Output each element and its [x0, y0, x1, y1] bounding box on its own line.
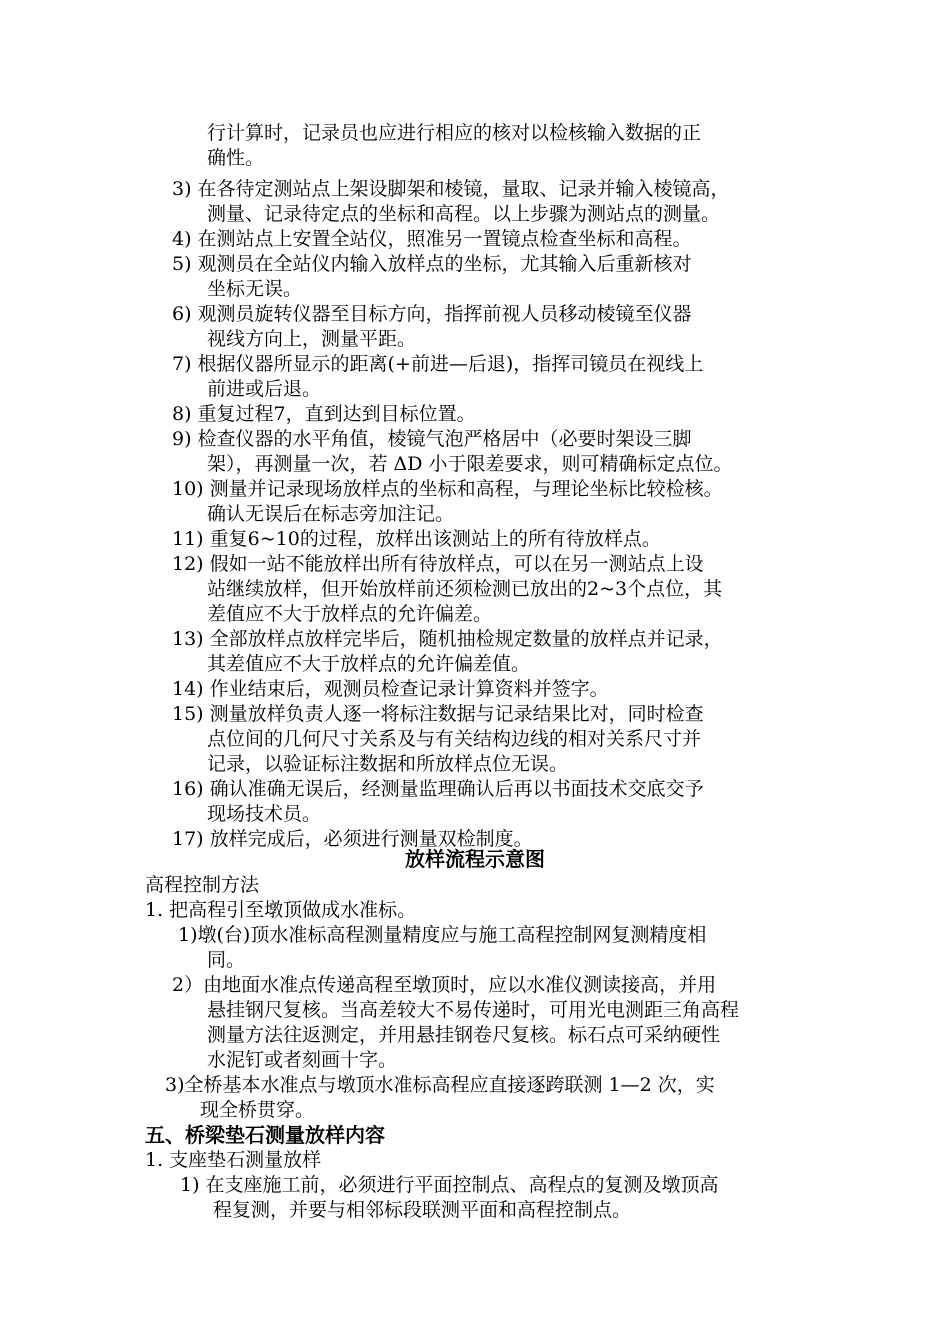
text-line: 5) 观测员在全站仪内输入放样点的坐标，尤其输入后重新核对 [172, 253, 692, 275]
text-line: 9) 检查仪器的水平角值，棱镜气泡严格居中（必要时架设三脚 [172, 428, 692, 450]
text-line: 1) 在支座施工前，必须进行平面控制点、高程点的复测及墩顶高 [180, 1174, 719, 1196]
text-line: 坐标无误。 [207, 278, 303, 300]
text-line: 差值应不大于放样点的允许偏差。 [207, 603, 493, 625]
text-line: 视线方向上，测量平距。 [207, 328, 417, 350]
text-line: 记录，以验证标注数据和所放样点位无误。 [207, 753, 569, 775]
text-line: 12) 假如一站不能放样出所有待放样点，可以在另一测站点上设 [172, 553, 704, 575]
section-caption: 放样流程示意图 [405, 847, 545, 871]
text-line: 点位间的几何尺寸关系及与有关结构边线的相对关系尺寸并 [207, 728, 702, 750]
text-line: 测量、记录待定点的坐标和高程。以上步骤为测站点的测量。 [207, 203, 721, 225]
text-line: 11) 重复6~10的过程，放样出该测站上的所有待放样点。 [172, 528, 661, 550]
text-line: 13) 全部放样点放样完毕后，随机抽检规定数量的放样点并记录， [172, 628, 723, 650]
text-line: 程复测，并要与相邻标段联测平面和高程控制点。 [213, 1199, 632, 1221]
text-line: 其差值应不大于放样点的允许偏差值。 [207, 653, 531, 675]
text-line: 架），再测量一次，若 ΔD 小于限差要求，则可精确标定点位。 [207, 453, 733, 475]
text-line: 水泥钉或者刻画十字。 [207, 1049, 398, 1071]
text-line: 悬挂钢尺复核。当高差较大不易传递时，可用光电测距三角高程 [207, 999, 740, 1021]
text-line: 同。 [207, 949, 246, 971]
text-line: 14) 作业结束后，观测员检查记录计算资料并签字。 [172, 678, 609, 700]
text-line: 16) 确认准确无误后，经测量监理确认后再以书面技术交底交予 [172, 778, 704, 800]
text-line: 3) 在各待定测站点上架设脚架和棱镜，量取、记录并输入棱镜高， [172, 178, 730, 200]
text-line: 前进或后退。 [207, 378, 322, 400]
text-line: 站继续放样，但开始放样前还须检测已放出的2~3个点位，其 [207, 578, 723, 600]
section-heading: 五、桥梁垫石测量放样内容 [145, 1123, 385, 1147]
text-line: 2）由地面水准点传递高程至墩顶时，应以水准仪测读接高，并用 [172, 974, 717, 996]
text-line: 15) 测量放样负责人逐一将标注数据与记录结果比对，同时检查 [172, 703, 704, 725]
text-line: 6) 观测员旋转仪器至目标方向，指挥前视人员移动棱镜至仪器 [172, 303, 692, 325]
text-line: 测量方法往返测定，并用悬挂钢卷尺复核。标石点可采纳硬性 [207, 1024, 721, 1046]
text-line: 1. 支座垫石测量放样 [145, 1149, 322, 1171]
text-line: 8) 重复过程7，直到达到目标位置。 [172, 403, 476, 425]
text-line: 7) 根据仪器所显示的距离(+前进—后退)，指挥司镜员在视线上 [172, 353, 704, 375]
text-line: 高程控制方法 [145, 874, 260, 896]
text-line: 现全桥贯穿。 [200, 1099, 315, 1121]
text-line: 行计算时，记录员也应进行相应的核对以检核输入数据的正 [207, 122, 702, 144]
text-line: 3)全桥基本水准点与墩顶水准标高程应直接逐跨联测 1—2 次，实 [165, 1074, 715, 1096]
text-line: 确认无误后在标志旁加注记。 [207, 503, 455, 525]
text-line: 17) 放样完成后，必须进行测量双检制度。 [172, 828, 533, 850]
text-line: 1)墩(台)顶水准标高程测量精度应与施工高程控制网复测精度相 [178, 924, 707, 946]
text-line: 1. 把高程引至墩顶做成水准标。 [145, 899, 417, 921]
text-line: 现场技术员。 [207, 803, 322, 825]
text-line: 10) 测量并记录现场放样点的坐标和高程，与理论坐标比较检核。 [172, 478, 723, 500]
text-line: 确性。 [207, 147, 265, 169]
text-line: 4) 在测站点上安置全站仪，照准另一置镜点检查坐标和高程。 [172, 228, 692, 250]
